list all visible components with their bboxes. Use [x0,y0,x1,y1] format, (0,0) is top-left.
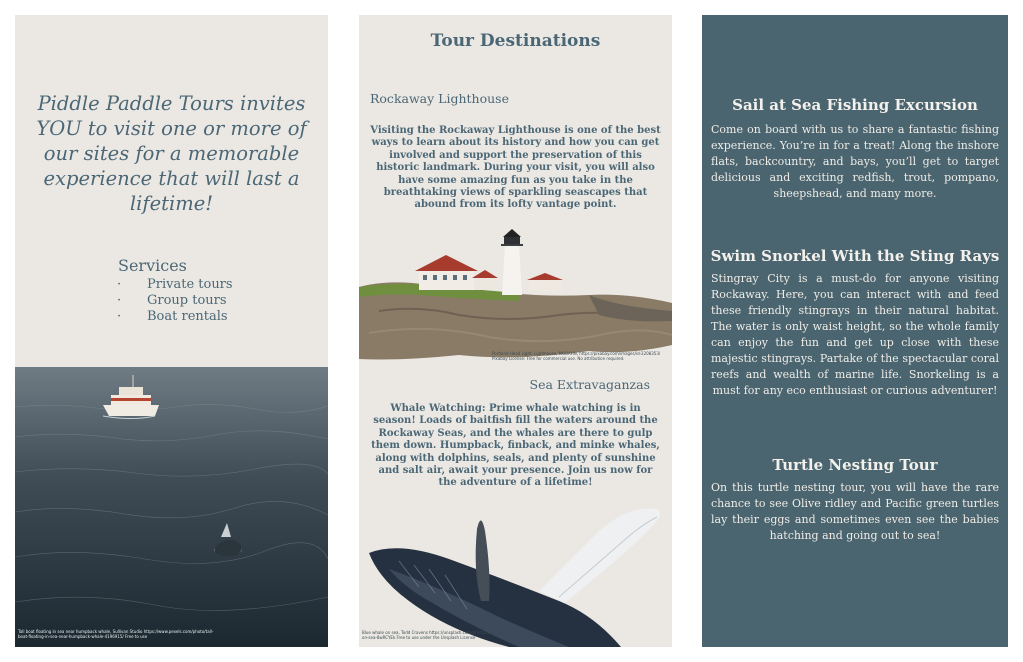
turtle-text: On this turtle nesting tour, you will have the rare chance to see Olive ridley and Pacific green turtles lay their eggs and sometimes even see the babies hatching and going out to sea! [711,481,999,542]
rockaway-text: Visiting the Rockaway Lighthouse is one of the best ways to learn about its history and how you can get involved and support the preservation of this historic landmark. During your visit, you will also have some amazing fun as you take in the breathtaking views of sparkling seascapes that abound from its lofty vantage point. [370,125,661,211]
destinations-title: Tour Destinations [430,31,601,51]
brochure-panel-left [15,15,328,647]
list-item: · Boat rentals [115,309,233,325]
whale-credit: Blue whale on sea, Todd Cravens https://unsplash.com/photos/blue-whale-on-sea-8wRCYEk Free to use under the Unsplash License [362,630,511,640]
intro-text: Piddle Paddle Tours invites YOU to visit one or more of our sites for a memorable experience that will last a lifetime! [36,92,307,215]
brochure-panel-middle [359,15,672,647]
brochure-panel-right [702,15,1008,647]
photo-credit: Tall boat floating in sea near humpback whale, Sullivan Studio https://www.pexels.com/photo/tall-boat-floating-in-sea-near-humpback-whale-4196915/ Free to use [18,629,214,639]
services-list [115,277,233,325]
snorkel-text: Stingray City is a must-do for anyone visiting Rockaway. Here, you can interact with and feed these friendly stingrays in their natural habitat. The water is only waist height, so the whole family can enjoy the fun and get up close with these majestic stingrays. Partake of the spectacular coral reefs and wealth of marine life. Snorkeling is a must for any eco enthusiast or curious adventurer! [711,272,999,397]
list-item: · Group tours [115,293,233,309]
breaching-whale-photo [359,491,672,647]
services-heading: Services [118,256,187,275]
snorkel-heading: Swim Snorkel With the Sting Rays [710,247,1000,265]
turtle-heading: Turtle Nesting Tour [772,456,938,474]
sea-extravaganzas-text: Whale Watching: Prime whale watching is in season! Loads of baitfish fill the waters around the Rockaway Seas, and the whales are there to gulp them down. Humpback, finback, and minke whales, along with dolphins, seals, and plenty of sunshine and salt air, await your presence. Join us now for the adventure of a lifetime! [371,403,660,489]
list-item: · Private tours [115,277,233,293]
sea-extravaganzas-heading: Sea Extravaganzas [529,377,650,392]
fishing-heading: Sail at Sea Fishing Excursion [732,96,978,114]
fishing-text: Come on board with us to share a fantastic fishing experience. You’re in for a treat! Along the inshore flats, backcountry, and bays, you’ll get to target delicious and exciting redfish, trout, pompano, sheepshead, and many more. [711,123,999,200]
lighthouse-credit: Portland Head Light, Lighthouse, MOBAHN, https://pixabay.com/images/id-2208353/ Pixabay License: Free for commercial use. No attribution required. [492,351,661,361]
lighthouse-photo [359,215,672,363]
boat-whale-photo [15,367,328,647]
rockaway-heading: Rockaway Lighthouse [370,91,509,106]
